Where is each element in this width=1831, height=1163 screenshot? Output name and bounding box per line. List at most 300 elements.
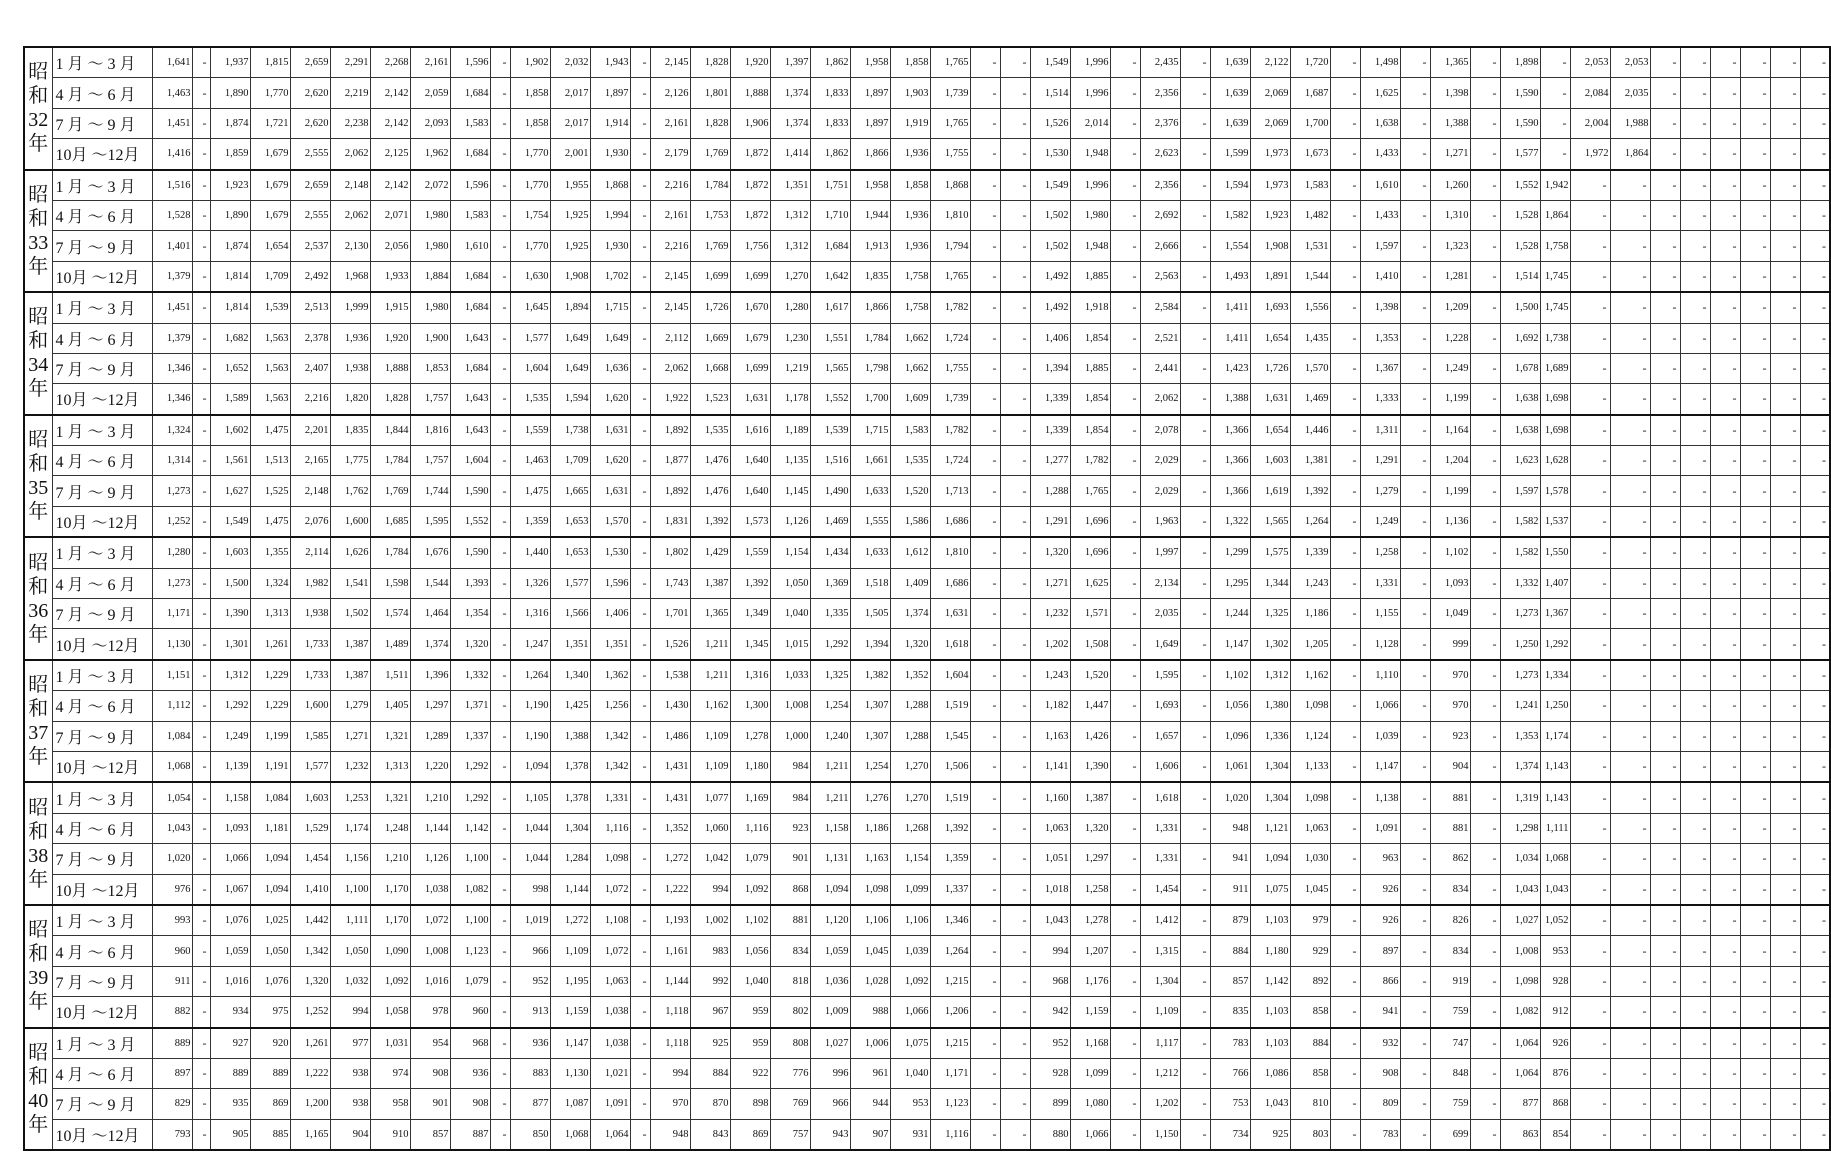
data-cell: 923	[770, 813, 810, 843]
data-cell: 996	[810, 1058, 850, 1088]
data-cell: 1,171	[152, 599, 192, 629]
data-cell: 1,133	[1290, 751, 1330, 782]
data-cell: 1,784	[370, 537, 410, 568]
data-cell: -	[1710, 415, 1740, 446]
data-cell: -	[630, 139, 650, 170]
data-cell: 1,200	[290, 1089, 330, 1119]
data-cell: 1,066	[1070, 1119, 1110, 1150]
data-cell: -	[1710, 476, 1740, 506]
data-cell: 1,638	[1500, 384, 1540, 415]
data-cell: -	[1680, 691, 1710, 721]
data-cell: 1,111	[330, 905, 370, 936]
data-cell: 1,311	[1360, 415, 1400, 446]
data-cell: -	[1740, 1119, 1770, 1150]
data-cell: 1,640	[730, 476, 770, 506]
data-cell: -	[1800, 844, 1830, 874]
data-cell: 1,143	[1540, 782, 1570, 813]
data-cell: 967	[690, 997, 730, 1028]
table-row	[24, 261, 1830, 292]
data-cell: 1,102	[1210, 660, 1250, 691]
data-cell: -	[1740, 629, 1770, 660]
data-cell: -	[1650, 1119, 1680, 1150]
data-cell: -	[1740, 966, 1770, 996]
data-cell: -	[1000, 506, 1030, 537]
data-cell: -	[192, 782, 210, 813]
data-cell: 2,071	[370, 200, 410, 230]
data-cell: 1,393	[450, 568, 490, 598]
data-cell: -	[1540, 139, 1570, 170]
data-cell: 1,556	[1290, 292, 1330, 323]
data-cell: 858	[1290, 997, 1330, 1028]
data-cell: 1,908	[550, 261, 590, 292]
data-cell: 966	[810, 1089, 850, 1119]
data-cell: 1,756	[730, 231, 770, 261]
data-cell: 1,103	[1250, 1028, 1290, 1059]
data-cell: 1,930	[590, 231, 630, 261]
era-char: 和	[28, 330, 49, 353]
data-cell: -	[630, 874, 650, 905]
data-cell: -	[1400, 446, 1430, 476]
data-cell: -	[1110, 323, 1140, 353]
table-row	[24, 844, 1830, 874]
data-cell: 1,094	[810, 874, 850, 905]
data-cell: 1,080	[1070, 1089, 1110, 1119]
data-cell: 1,858	[510, 78, 550, 108]
data-cell: -	[630, 1119, 650, 1150]
data-cell: -	[1570, 1058, 1610, 1088]
data-cell: 1,094	[510, 751, 550, 782]
data-cell: -	[1740, 506, 1770, 537]
data-cell: 1,679	[250, 139, 290, 170]
data-cell: 1,693	[1250, 292, 1290, 323]
data-cell: 1,885	[1070, 261, 1110, 292]
data-cell: 1,578	[1540, 476, 1570, 506]
data-cell: -	[1710, 751, 1740, 782]
data-cell: 1,084	[152, 721, 192, 751]
data-cell: 1,164	[1430, 415, 1470, 446]
data-cell: 1,636	[590, 353, 630, 383]
data-cell: 1,279	[1360, 476, 1400, 506]
data-cell: 1,529	[290, 813, 330, 843]
data-cell: 1,059	[810, 936, 850, 966]
data-cell: -	[1470, 476, 1500, 506]
data-cell: 1,109	[690, 721, 730, 751]
data-cell: 1,323	[1430, 231, 1470, 261]
data-cell: -	[1800, 782, 1830, 813]
era-year-label	[24, 415, 52, 538]
era-char: 昭	[28, 919, 49, 942]
data-cell: 1,631	[590, 476, 630, 506]
data-cell: 1,342	[590, 721, 630, 751]
data-cell: 1,649	[590, 323, 630, 353]
data-cell: 1,770	[510, 170, 550, 201]
data-cell: 994	[330, 997, 370, 1028]
data-cell: -	[192, 384, 210, 415]
data-cell: 1,802	[650, 537, 690, 568]
data-cell: 809	[1360, 1089, 1400, 1119]
data-cell: -	[1770, 997, 1800, 1028]
data-cell: -	[490, 476, 510, 506]
data-cell: -	[1570, 660, 1610, 691]
data-cell: 1,435	[1290, 323, 1330, 353]
data-cell: 1,084	[250, 782, 290, 813]
data-cell: 1,670	[730, 292, 770, 323]
data-cell: 1,260	[1430, 170, 1470, 201]
data-cell: 1,337	[450, 721, 490, 751]
data-cell: -	[1000, 231, 1030, 261]
data-cell: 1,482	[1290, 200, 1330, 230]
data-cell: -	[1470, 568, 1500, 598]
data-cell: 889	[152, 1028, 192, 1059]
data-cell: 1,620	[590, 384, 630, 415]
data-cell: 1,447	[1070, 691, 1110, 721]
data-cell: -	[1740, 476, 1770, 506]
era-year-label	[24, 292, 52, 415]
data-cell: 1,339	[1030, 384, 1070, 415]
data-cell: 1,106	[890, 905, 930, 936]
data-cell: 1,190	[510, 691, 550, 721]
data-cell: -	[1400, 997, 1430, 1028]
era-year-label	[24, 170, 52, 293]
data-cell: -	[490, 1028, 510, 1059]
data-cell: 753	[1210, 1089, 1250, 1119]
data-cell: 1,854	[1070, 384, 1110, 415]
data-cell: 1,161	[650, 936, 690, 966]
data-cell: -	[1680, 200, 1710, 230]
data-cell: 1,897	[590, 78, 630, 108]
data-cell: 1,352	[890, 660, 930, 691]
data-cell: 1,210	[370, 844, 410, 874]
data-cell: 1,206	[930, 997, 970, 1028]
data-cell: 1,151	[152, 660, 192, 691]
data-cell: -	[1680, 599, 1710, 629]
data-cell: 1,684	[450, 353, 490, 383]
data-cell: 929	[1290, 936, 1330, 966]
data-cell: 1,897	[850, 78, 890, 108]
data-cell: 1,631	[930, 599, 970, 629]
data-cell: 984	[770, 751, 810, 782]
data-cell: -	[1330, 1119, 1360, 1150]
data-cell: -	[1180, 384, 1210, 415]
data-cell: 783	[1360, 1119, 1400, 1150]
data-cell: 1,679	[250, 170, 290, 201]
data-cell: -	[1570, 353, 1610, 383]
data-cell: -	[1680, 537, 1710, 568]
data-cell: -	[630, 47, 650, 78]
data-cell: -	[1400, 323, 1430, 353]
era-char: 和	[28, 85, 49, 108]
data-cell: 1,359	[510, 506, 550, 537]
data-cell: -	[1400, 1058, 1430, 1088]
data-cell: 1,211	[690, 629, 730, 660]
data-cell: -	[1330, 323, 1360, 353]
quarter-label: 10月 ～12月	[52, 874, 152, 905]
data-cell: 1,583	[450, 200, 490, 230]
data-cell: -	[1330, 782, 1360, 813]
data-cell: 993	[152, 905, 192, 936]
quarterly-price-table	[23, 46, 1831, 1151]
quarter-label: 1 月 ～ 3 月	[52, 1028, 152, 1059]
data-cell: 1,072	[590, 874, 630, 905]
data-cell: -	[1180, 108, 1210, 138]
data-cell: -	[970, 966, 1000, 996]
data-cell: -	[1470, 1058, 1500, 1088]
data-cell: -	[1110, 1058, 1140, 1088]
data-cell: -	[1650, 874, 1680, 905]
data-cell: -	[1000, 629, 1030, 660]
data-cell: 2,659	[290, 170, 330, 201]
data-cell: 1,582	[1500, 506, 1540, 537]
data-cell: -	[630, 997, 650, 1028]
data-cell: 968	[1030, 966, 1070, 996]
data-cell: 1,056	[1210, 691, 1250, 721]
data-cell: 1,136	[1430, 506, 1470, 537]
data-cell: -	[1470, 292, 1500, 323]
data-cell: 1,302	[1250, 629, 1290, 660]
data-cell: 1,304	[550, 813, 590, 843]
data-cell: 1,520	[1070, 660, 1110, 691]
data-cell: 1,505	[850, 599, 890, 629]
data-cell: 1,603	[1250, 446, 1290, 476]
table-row	[24, 108, 1830, 138]
data-cell: 1,573	[730, 506, 770, 537]
data-cell: 1,765	[1070, 476, 1110, 506]
data-cell: -	[490, 506, 510, 537]
data-cell: 1,094	[1250, 844, 1290, 874]
era-char: 昭	[28, 61, 49, 84]
table-row	[24, 997, 1830, 1028]
data-cell: 1,996	[1070, 170, 1110, 201]
data-cell: -	[1800, 966, 1830, 996]
data-cell: -	[1610, 1058, 1650, 1088]
data-cell: -	[1110, 568, 1140, 598]
data-cell: 1,563	[250, 323, 290, 353]
data-cell: 1,163	[1030, 721, 1070, 751]
data-cell: -	[1770, 1089, 1800, 1119]
data-cell: 1,930	[590, 139, 630, 170]
data-cell: 1,693	[1140, 691, 1180, 721]
data-cell: 699	[1430, 1119, 1470, 1150]
data-cell: 1,326	[510, 568, 550, 598]
data-cell: -	[1180, 782, 1210, 813]
data-cell: 1,552	[1500, 170, 1540, 201]
data-cell: -	[1610, 936, 1650, 966]
data-cell: 1,124	[1290, 721, 1330, 751]
data-cell: 1,093	[1430, 568, 1470, 598]
data-cell: 1,669	[690, 323, 730, 353]
data-cell: 2,145	[650, 261, 690, 292]
data-cell: 941	[1210, 844, 1250, 874]
data-cell: 887	[450, 1119, 490, 1150]
data-cell: 1,128	[1360, 629, 1400, 660]
data-cell: 1,335	[810, 599, 850, 629]
data-cell: 1,936	[890, 231, 930, 261]
data-cell: 1,378	[550, 751, 590, 782]
data-cell: 1,665	[550, 476, 590, 506]
data-cell: -	[1710, 997, 1740, 1028]
data-cell: -	[1570, 751, 1610, 782]
data-cell: 1,043	[1030, 905, 1070, 936]
data-cell: 818	[770, 966, 810, 996]
data-cell: -	[970, 1028, 1000, 1059]
data-cell: -	[1610, 323, 1650, 353]
data-cell: 1,038	[410, 874, 450, 905]
data-cell: -	[1180, 691, 1210, 721]
data-cell: -	[1400, 1028, 1430, 1059]
data-cell: -	[1800, 1028, 1830, 1059]
data-cell: 1,189	[770, 415, 810, 446]
data-cell: 1,530	[590, 537, 630, 568]
era-char: 34	[28, 354, 49, 377]
data-cell: 1,755	[930, 353, 970, 383]
data-cell: 1,684	[450, 261, 490, 292]
data-cell: -	[1680, 813, 1710, 843]
data-cell: 1,948	[1070, 231, 1110, 261]
data-cell: -	[192, 1028, 210, 1059]
data-cell: -	[1680, 660, 1710, 691]
data-cell: 2,376	[1140, 108, 1180, 138]
data-cell: 1,320	[1070, 813, 1110, 843]
data-cell: 1,340	[550, 660, 590, 691]
data-cell: -	[1740, 660, 1770, 691]
data-cell: -	[630, 476, 650, 506]
data-cell: -	[1110, 446, 1140, 476]
data-cell: -	[1650, 170, 1680, 201]
data-cell: 1,033	[770, 660, 810, 691]
data-cell: -	[630, 1089, 650, 1119]
data-cell: -	[1110, 966, 1140, 996]
data-cell: 1,336	[1250, 721, 1290, 751]
data-cell: -	[1610, 476, 1650, 506]
data-cell: 1,535	[690, 415, 730, 446]
data-cell: 2,069	[1250, 108, 1290, 138]
data-cell: 1,100	[330, 874, 370, 905]
data-cell: 1,006	[850, 1028, 890, 1059]
data-cell: 1,600	[330, 506, 370, 537]
data-cell: 1,506	[930, 751, 970, 782]
data-cell: -	[630, 78, 650, 108]
data-cell: -	[490, 691, 510, 721]
data-cell: -	[1400, 537, 1430, 568]
data-cell: -	[1680, 1089, 1710, 1119]
data-cell: -	[192, 323, 210, 353]
data-cell: -	[1680, 844, 1710, 874]
data-cell: -	[1470, 1028, 1500, 1059]
data-cell: -	[1610, 1119, 1650, 1150]
data-cell: 952	[510, 966, 550, 996]
data-cell: 1,890	[210, 78, 250, 108]
data-cell: 2,142	[370, 78, 410, 108]
data-cell: -	[630, 599, 650, 629]
data-cell: 1,154	[770, 537, 810, 568]
data-cell: -	[490, 1089, 510, 1119]
data-cell: 1,334	[1540, 660, 1570, 691]
data-cell: 1,733	[290, 629, 330, 660]
era-char: 昭	[28, 796, 49, 819]
data-cell: 1,541	[330, 568, 370, 598]
data-cell: -	[1180, 170, 1210, 201]
era-char: 和	[28, 943, 49, 966]
data-cell: -	[1800, 599, 1830, 629]
data-cell: 1,414	[770, 139, 810, 170]
data-cell: -	[1400, 506, 1430, 537]
data-cell: 1,374	[890, 599, 930, 629]
table-row	[24, 292, 1830, 323]
data-cell: -	[1400, 139, 1430, 170]
quarter-label: 4 月 ～ 6 月	[52, 813, 152, 843]
data-cell: 926	[1540, 1028, 1570, 1059]
data-cell: -	[1680, 874, 1710, 905]
data-cell: -	[1770, 751, 1800, 782]
data-cell: 1,431	[650, 751, 690, 782]
data-cell: 1,925	[550, 231, 590, 261]
data-cell: -	[1800, 1089, 1830, 1119]
table-row	[24, 966, 1830, 996]
data-cell: -	[1680, 170, 1710, 201]
data-cell: -	[1110, 997, 1140, 1028]
data-cell: 1,508	[1070, 629, 1110, 660]
data-cell: -	[1680, 506, 1710, 537]
data-cell: 1,980	[410, 200, 450, 230]
data-cell: 1,816	[410, 415, 450, 446]
data-cell: 1,604	[510, 353, 550, 383]
data-cell: 1,523	[690, 384, 730, 415]
data-cell: 2,356	[1140, 78, 1180, 108]
data-cell: 1,331	[1140, 813, 1180, 843]
data-cell: 979	[1290, 905, 1330, 936]
data-cell: 1,304	[1250, 782, 1290, 813]
data-cell: 884	[690, 1058, 730, 1088]
data-cell: -	[630, 506, 650, 537]
data-cell: 1,126	[770, 506, 810, 537]
data-cell: 1,583	[450, 108, 490, 138]
data-cell: 1,475	[250, 415, 290, 446]
data-cell: 1,653	[550, 537, 590, 568]
data-cell: 948	[650, 1119, 690, 1150]
data-cell: 1,130	[152, 629, 192, 660]
quarter-label: 4 月 ～ 6 月	[52, 1058, 152, 1088]
data-cell: 936	[510, 1028, 550, 1059]
data-cell: 1,355	[250, 537, 290, 568]
data-cell: 1,526	[650, 629, 690, 660]
data-cell: 2,142	[370, 170, 410, 201]
data-cell: 1,619	[1250, 476, 1290, 506]
data-cell: -	[970, 200, 1000, 230]
data-cell: 1,108	[590, 905, 630, 936]
data-cell: 1,492	[1030, 292, 1070, 323]
data-cell: 1,552	[810, 384, 850, 415]
data-cell: 1,040	[890, 1058, 930, 1088]
era-char: 36	[28, 599, 49, 622]
data-cell: 1,339	[1030, 415, 1070, 446]
data-cell: 1,298	[1500, 813, 1540, 843]
data-cell: 1,207	[1070, 936, 1110, 966]
data-cell: -	[192, 660, 210, 691]
data-cell: 854	[1540, 1119, 1570, 1150]
data-cell: 1,699	[690, 261, 730, 292]
data-cell: 1,902	[510, 47, 550, 78]
quarter-label: 1 月 ～ 3 月	[52, 782, 152, 813]
data-cell: 1,406	[590, 599, 630, 629]
data-cell: 2,056	[370, 231, 410, 261]
era-char: 昭	[28, 306, 49, 329]
data-cell: -	[192, 415, 210, 446]
data-cell: -	[1400, 108, 1430, 138]
data-cell: -	[1400, 813, 1430, 843]
data-cell: 835	[1210, 997, 1250, 1028]
data-cell: 1,390	[1070, 751, 1110, 782]
data-cell: 1,264	[510, 660, 550, 691]
